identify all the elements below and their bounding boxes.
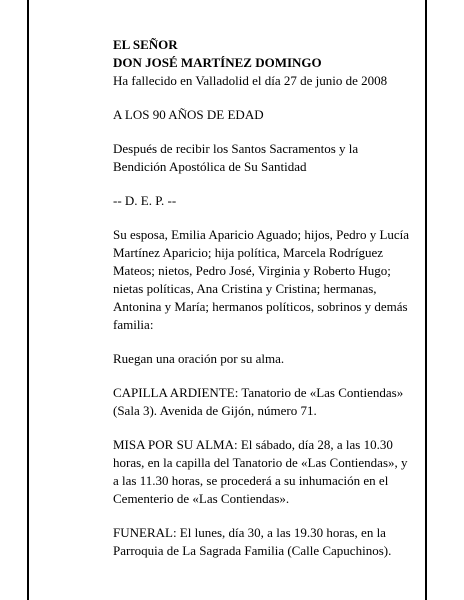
rip-line: -- D. E. P. --: [113, 193, 177, 208]
sacraments-paragraph: Después de recibir los Santos Sacramentos y la Bendición Apostólica de Su Santidad: [113, 141, 359, 174]
funeral-paragraph: FUNERAL: El lunes, día 30, a las 19.30 horas, en la Parroquia de La Sagrada Familia (Calle Capuchinos).: [113, 525, 392, 558]
chapel-paragraph: CAPILLA ARDIENTE: Tanatorio de «Las Contiendas» (Sala 3). Avenida de Gijón, número 71.: [113, 385, 404, 418]
age-line: A LOS 90 AÑOS DE EDAD: [113, 107, 264, 122]
mass-paragraph: MISA POR SU ALMA: El sábado, día 28, a las 10.30 horas, en la capilla del Tanatorio de «Las Contiendas», y a las 11.30 horas, se procederá a su inhumación en el Cementerio de «Las Contiendas».: [113, 437, 408, 506]
title-line-1: EL SEÑOR: [113, 37, 178, 52]
deceased-name: DON JOSÉ MARTÍNEZ DOMINGO: [113, 55, 322, 70]
death-notice: Ha fallecido en Valladolid el día 27 de junio de 2008: [113, 73, 388, 88]
family-paragraph: Su esposa, Emilia Aparicio Aguado; hijos, Pedro y Lucía Martínez Aparicio; hija política, Marcela Rodríguez Mateos; nietos, Pedro José, Virginia y Roberto Hugo; nietas políticas, Ana Cristina y Cristina; hermanas, Antonina y María; hermanos políticos, sobrinos y demás familia:: [113, 227, 410, 332]
obituary-notice: [113, 36, 413, 560]
prayer-line: Ruegan una oración por su alma.: [113, 351, 285, 366]
